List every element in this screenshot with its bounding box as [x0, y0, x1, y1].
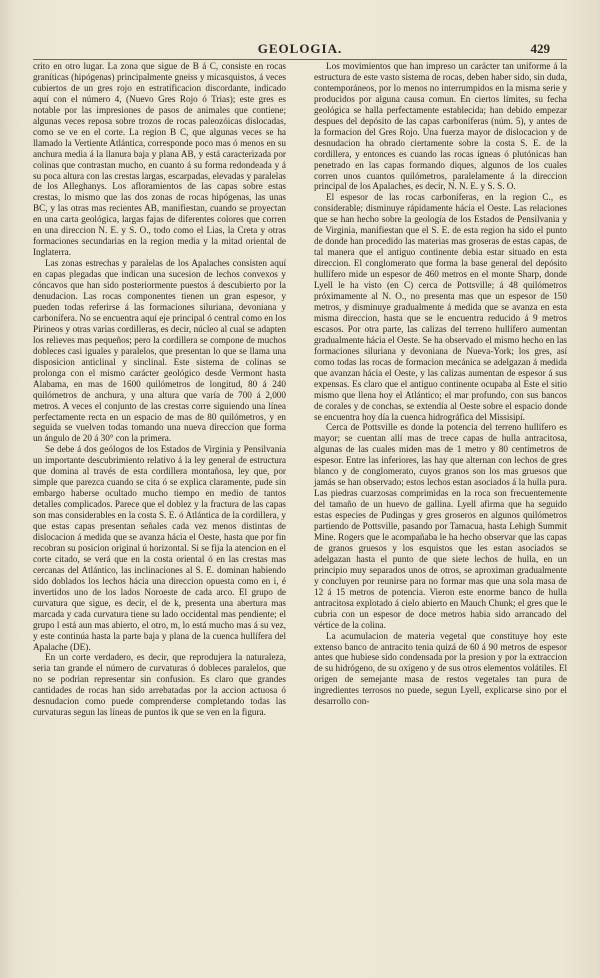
paragraph: El espesor de las rocas carboníferas, en la region C., es considerable; disminuye rápidamente hácia el Oeste. Las relaciones que se han hecho sobre la geología de los Estados de Pensilvania y de Virginia, manifiestan que el S. E. de esta region ha sido el punto de donde han procedido las materias mas groseras de estas capas, de tal manera que el antiguo continente debia estar situado en esta direccion. El conglomerato que forma la base general del depósito hullífero mide un espesor de 460 metros en el monte Sharp, donde Lyell le ha visto (en C) cerca de Pottsville; á 48 quilómetros próximamente al N. O., no presenta mas que un espesor de 150 metros, y disminuye gradualmente á medida que se avanza en esta misma direccion, hasta que se le encuentra reducido á 9 metros escasos. Por otra parte, las calizas del terreno hullífero aumentan gradualmente hácia el Oeste. Se ha observado el mismo hecho en las formaciones siluriana y devoniana de Nueva-York; los gres, así como todas las rocas de formacion mecánica se adelgazan á medida que avanzan hácia el Oeste, y las calizas aumentan de espesor á sus expensas. Es claro que el antiguo continente ocupaba al Este el sitio mismo que llena hoy el Atlántico; el mar profundo, con sus bancos de corales y de conchas, se extendia al Oeste sobre el espacio donde se encuentra hoy día la cuenca hidrográfica del Missisipí.	[314, 192, 567, 422]
page-number: 429	[530, 41, 550, 56]
paragraph: crito en otro lugar. La zona que sigue de B á C, consiste en rocas graníticas (hipógenas) principalmente gneiss y micasquistos, á veces cubiertos de un gres rojo en estratificacion discordante, indicado aquí con el número 4, (Nuevo Gres Rojo ó Trias); este gres es notable por las impresiones de pasos de animales que contiene; algunas veces reposa sobre trozos de rocas paleozóicas dislocadas, como se ve en el corte. La region B C, que algunas veces se ha llamado la Vertiente Atlántica, corresponde poco mas ó menos en su anchura media á la llanura baja y plana AB, y está caracterizada por colinas que contrastan mucho, en cuanto á su forma redondeada y á su poca altura con las crestas largas, escarpadas, elevadas y paralelas de los Alleghanys. Los afloramientos de las capas sobre estas crestas, lo mismo que las dos zonas de rocas hipógenas, las unas BC, y las otras mas recientes AB, manifiestan, cuando se proyectan en una carta geológica, largas fajas de diferentes colores que corren en una direccion N. E. y S. O., todo como el Lias, la Creta y otras formaciones secundarias en la region media y la mitad oriental de Inglaterra.	[33, 61, 286, 258]
left-column	[33, 61, 286, 956]
paragraph: La acumulacion de materia vegetal que constituye hoy este extenso banco de antracito tenia quizá de 60 á 90 metros de espesor antes que hubiese sido condensada por la presion y por la extraccion de su hidrógeno, de su oxígeno y de sus otros elementos volátiles. El origen de semejante masa de restos vegetales tan pura de ingredientes terrosos no puede, segun Lyell, explicarse sino por el desarrollo con-	[314, 630, 567, 707]
header-rule	[33, 59, 567, 60]
paragraph: Cerca de Pottsville es donde la potencia del terreno hullífero es mayor; se cuentan allí mas de trece capas de hulla antracitosa, algunas de las cuales miden mas de 1 metro y 80 centímetros de espesor. Entre las inferiores, las hay que alternan con lechos de gres blanco y de conglomerato, cuyos granos son los mas gruesos que jamás se han observado; estos lechos estan asociados á la hulla pura. Las piedras cuarzosas comprimidas en la roca son frecuentemente del tamaño de un huevo de gallina. Lyell afirma que ha seguido estas especies de Pudingas y gres groseros en algunos quilómetros partiendo de Pottsville, pasando por Tamacua, hasta Lehigh Summit Mine. Rogers que le acompañaba le ha hecho observar que las capas de granos gruesos y los esquistos que les estan asociados se adelgazan hasta el punto de que siete lechos de hulla, en un principio muy separados unos de otros, se aproximan gradualmente y concluyen por reunirse para no formar mas que una sola masa de 12 á 15 metros de potencia. Vieron este enorme banco de hulla antracitosa explotado á cielo abierto en Mauch Chunk; el gres que le cubria con un espesor de doce metros habia sido arrancado del vértice de la colina.	[314, 422, 567, 630]
text-columns	[33, 61, 567, 956]
paragraph: Las zonas estrechas y paralelas de los Apalaches consisten aquí en capas plegadas que indican una sucesion de lechos convexos y cóncavos que han sido posteriormente puestos á descubierto por la denudacion. Las rocas componentes tienen un gran espesor, y pueden todas referirse á las formaciones siluriana, devoniana y carbonífera. No se encuentra aquí eje principal ó central como en los Pirineos y otras varias cordilleras, es decir, núcleo al cual se adapten los relieves mas pequeños; pero la cordillera se compone de muchos dobleces casi iguales y paralelos, que presentan lo que se llama una disposicion anticlinal y sinclinal. Este sistema de colinas se prolonga con el mismo carácter geológico desde Vermont hasta Alabama, en mas de 1600 quilómetros de longitud, 80 á 240 quilómetros de anchura, y una altura que varía de 700 á 2,000 metros. A veces el conjunto de las crestas corre siguiendo una línea perfectamente recta en un espacio de mas de 80 quilómetros, y en seguida se vuelven todas tomando una nueva direccion que forma un ángulo de 20 á 30° con la primera.	[33, 258, 286, 444]
page-header	[0, 41, 600, 57]
running-title: GEOLOGIA.	[257, 41, 343, 56]
paragraph: Los movimientos que han impreso un carácter tan uniforme á la estructura de este vasto sistema de rocas, deben haber sido, sin duda, contemporáneos, por lo menos no interrumpidos en la misma serie y producidos por alguna causa comun. En ciertos límites, su fecha geológica se halla perfectamente establecida; han debido empezar despues del depósito de las capas carboníferas (núm. 5), y antes de la formacion del Gres Rojo. Una fuerza mayor de dislocacion y de desnudacion ha obrado ciertamente sobre la costa S. E. de la cordillera, y entonces es cuando las rocas ígneas ó plutónicas han penetrado en las capas formando diques, algunos de los cuales corren unos cuantos quilómetros, paralelamente á la direccion principal de los Apalaches, es decir, N. N. E. y S. S. O.	[314, 61, 567, 192]
paragraph: Se debe á dos geólogos de los Estados de Virginia y Pensilvania un importante descubrimiento relativo á la ley general de estructura que domina al través de esta cordillera montañosa, ley que, por simple que parezca cuando se cita ó se explica claramente, pude sin embargo haberse ocultado mucho tiempo en medio de tantos detalles complicados. Parece que el doblez y la fractura de las capas son mas considerables en la costa S. E. ó Atlántica de la cordillera, y que estas capas presentan señales cada vez menos distintas de dislocacion á medida que se avanza hácia el Oeste, hasta que por fin recobran su posicion original ú horizontal. Si se fija la atencion en el corte citado, se verá que en la costa oriental ó en las crestas mas cercanas del Atlántico, las inclinaciones al S. E. dominan habiendo sido doblados los lechos hácia una direccion opuesta como en i, é invertidos uno de los lados Noroeste de cada arco. El grupo de curvatura que sigue, es decir, el de k, presenta una abertura mas marcada y cada curvatura tiene su lado occidental mas pendiente; el grupo l está aun mas abierto, el otro, m, lo está mucho mas á su vez, y este continúa hasta la parte baja y plana de la cuenca hullífera del Apalache (DE).	[33, 444, 286, 652]
right-column	[314, 61, 567, 956]
paragraph: En un corte verdadero, es decir, que reprodujera la naturaleza, seria tan grande el número de curvaturas ó dobleces paralelos, que no se podrian representar sin confusion. Es claro que grandes cantidades de rocas han sido arrebatadas por la accion actuosa ó desnudacion como puede comprenderse completando todas las curvaturas segun las líneas de puntos ik que se ven en la figura.	[33, 652, 286, 718]
